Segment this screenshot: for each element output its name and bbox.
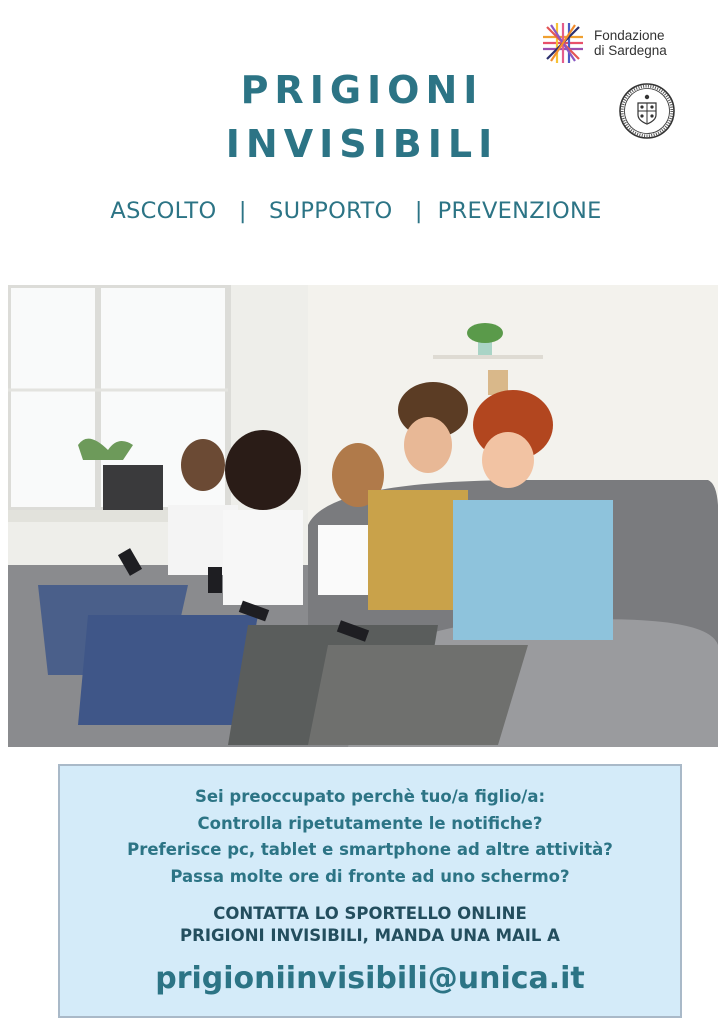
question-line: Preferisce pc, tablet e smartphone ad altre attività? [127,840,613,859]
contact-line2: PRIGIONI INVISIBILI, MANDA UNA MAIL A [180,926,560,945]
children-with-phones-photo [8,285,718,747]
logo-line2: di Sardegna [594,43,667,58]
title-line1: PRIGIONI [240,68,484,112]
logo-line1: Fondazione [594,28,665,43]
question-line: Passa molte ore di fronte ad uno schermo? [170,866,570,886]
contact-text [60,903,680,947]
contact-line1: CONTATTA LO SPORTELLO ONLINE [213,904,527,923]
fondazione-logo [540,20,667,66]
title-line2: INVISIBILI [225,122,499,166]
question-line: Controlla ripetutamente le notifiche? [197,813,543,833]
email-link[interactable]: prigioniinvisibili@unica.it [155,961,585,996]
fondazione-star-icon [540,20,586,66]
subtitle: ASCOLTO | SUPPORTO | PREVENZIONE [110,198,602,224]
question-line: Sei preoccupato perchè tuo/a figlio/a: [194,787,546,806]
info-box [58,764,682,1018]
questions-list [60,784,680,890]
